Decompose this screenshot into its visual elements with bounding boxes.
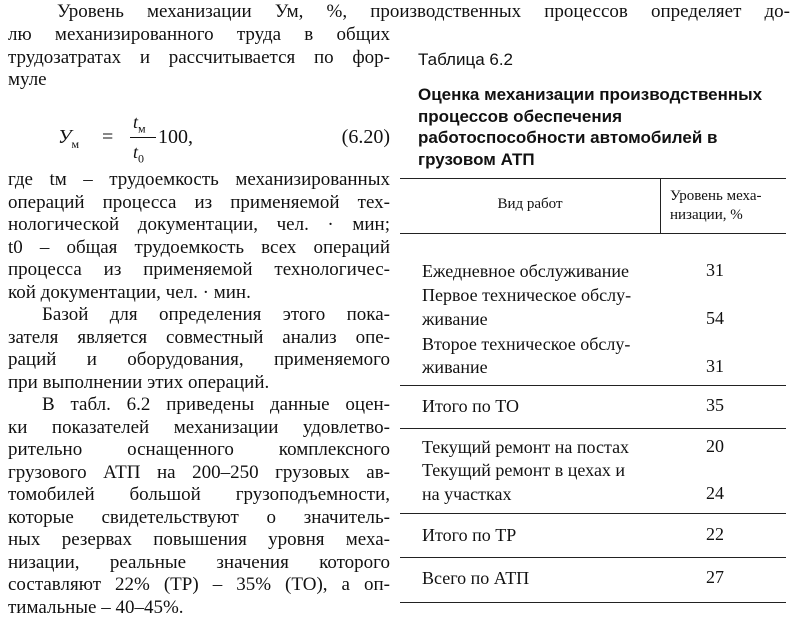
- formula-subscript: м: [71, 137, 80, 151]
- table-cell-label: Второе техническое обслу-: [422, 334, 631, 354]
- paragraph-line: операций процесса из применяемой тех-: [8, 191, 390, 213]
- table-cell-value: 24: [706, 483, 724, 503]
- paragraph-line: кой документации, чел. · мин.: [8, 281, 251, 303]
- paragraph-line: Уровень механизации Ум, %, производственных процессов определяет до-: [57, 1, 790, 22]
- table-cell-value: 22: [706, 524, 724, 544]
- formula-numerator: [133, 112, 146, 137]
- table-cell-value: 31: [706, 260, 724, 280]
- paragraph-line: муле: [8, 69, 47, 91]
- paragraph-line: рительно оснащенного комплексного: [8, 439, 390, 460]
- paragraph-line: при выполнении этих операций.: [8, 371, 270, 393]
- paragraph-line: нологической документации, чел. · мин;: [8, 214, 390, 235]
- table-cell-label: Итого по ТР: [422, 525, 517, 545]
- table-cell-value: 27: [706, 567, 724, 587]
- column-header-work-type: Вид работ: [497, 196, 563, 212]
- table-rule: [400, 428, 786, 429]
- formula-number: (6.20): [341, 126, 390, 148]
- paragraph-line: зателя является совместный анализ опе-: [8, 326, 390, 348]
- table-column-divider: [660, 178, 661, 233]
- formula-denominator: [133, 142, 144, 167]
- formula-den-symbol: t: [133, 142, 139, 162]
- table-cell-label: Первое техническое обслу-: [422, 285, 632, 305]
- table-title: Оценка механизации производственных процессов обеспечения работоспособности автомобилей в грузовом АТП: [418, 85, 763, 169]
- paragraph-line: грузового АТП на 200–250 грузовых ав-: [8, 461, 390, 483]
- paragraph-line: В табл. 6.2 приведены данные оцен-: [42, 394, 390, 415]
- formula-symbol: У: [58, 126, 72, 148]
- table-rule: [400, 602, 786, 603]
- table-rule: [400, 557, 786, 558]
- formula-equals: =: [102, 126, 114, 148]
- formula-6-20: [58, 112, 390, 176]
- table-cell-label: живание: [422, 309, 488, 329]
- table-cell-label: Текущий ремонт на постах: [422, 437, 630, 457]
- paragraph-line: процесса из применяемой технологичес-: [8, 259, 390, 280]
- table-cell-value: 31: [706, 356, 724, 376]
- column-header-mechanization-level: Уровень меха-низации, %: [670, 188, 762, 223]
- table-cell-label: Ежедневное обслуживание: [422, 261, 630, 281]
- table-cell-label: Текущий ремонт в цехах и: [422, 460, 626, 480]
- table-cell-label: Итого по ТО: [422, 396, 519, 416]
- formula-factor: 100,: [158, 126, 193, 148]
- table-rule: [400, 233, 786, 234]
- paragraph-line: низации, реальные значения которого: [8, 551, 390, 573]
- table-cell-value: 54: [706, 308, 724, 328]
- formula-lhs: [58, 126, 79, 152]
- paragraph-line: трудозатратах и рассчитывается по фор-: [8, 46, 390, 68]
- paragraph-line: лю механизированного труда в общих: [8, 24, 390, 45]
- table-rule: [400, 513, 786, 514]
- paragraph-line: тимальные – 40–45%.: [8, 596, 184, 618]
- paragraph-line: где tм – трудоемкость механизированных: [8, 169, 390, 190]
- fraction-bar: [130, 137, 156, 138]
- table-cell-label: живание: [422, 357, 488, 377]
- formula-den-subscript: 0: [138, 151, 145, 166]
- paragraph-line: Базой для определения этого пока-: [42, 304, 390, 325]
- table-caption: Таблица 6.2: [418, 50, 514, 69]
- paragraph-line: t0 – общая трудоемкость всех операций: [8, 236, 390, 258]
- table-cell-value: 20: [706, 436, 724, 456]
- paragraph-line: ных резервах повышения уровня меха-: [8, 529, 390, 550]
- table-cell-label: Всего по АТП: [422, 568, 530, 588]
- table-cell-label: на участках: [422, 484, 512, 504]
- table-cell-value: 35: [706, 395, 724, 415]
- formula-num-subscript: м: [138, 121, 146, 136]
- paragraph-line: составляют 22% (ТР) – 35% (ТО), а оп-: [8, 574, 390, 595]
- paragraph-line: которые свидетельствуют о значитель-: [8, 506, 390, 528]
- formula-num-symbol: t: [133, 112, 139, 132]
- paragraph-line: раций и оборудования, применяемого: [8, 349, 390, 370]
- table-rule: [400, 385, 786, 386]
- paragraph-line: томобилей большой грузоподъемности,: [8, 484, 390, 505]
- paragraph-line: ки показателей механизации удовлетво-: [8, 416, 390, 438]
- table-rule: [400, 178, 786, 179]
